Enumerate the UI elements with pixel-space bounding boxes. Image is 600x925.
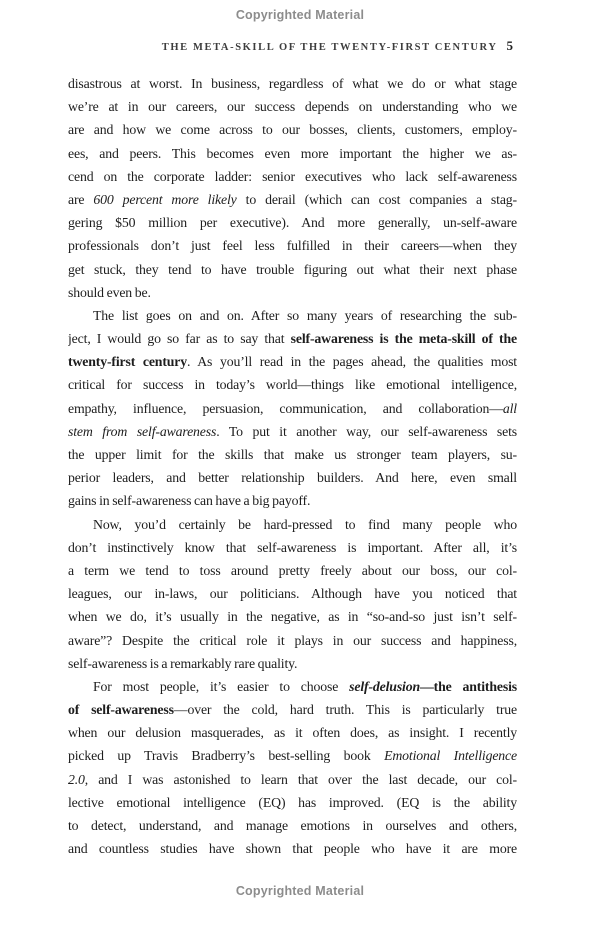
text-line (68, 327, 517, 350)
text-line (68, 350, 517, 373)
text-line (68, 188, 517, 211)
text-line (68, 744, 517, 767)
text-line (68, 513, 517, 536)
text-line (68, 211, 517, 234)
text-line (68, 165, 517, 188)
text-line (68, 420, 517, 443)
body-text: to derail (which can cost companies a stag- (236, 191, 517, 207)
body-text-block (68, 72, 517, 860)
bold-text: twenty-first century (68, 354, 188, 370)
body-text: we’re at in our careers, our success depends on understanding who we (68, 99, 517, 115)
body-text: a term we tend to toss around pretty freely about our boss, our col- (68, 562, 517, 578)
body-text: self-awareness is a remarkably rare quality. (68, 655, 298, 671)
body-text: are (68, 191, 94, 207)
text-line (68, 95, 517, 118)
body-text: The list goes on and on. After so many years of researching the sub- (93, 307, 517, 323)
body-text: ees, and peers. This becomes even more important the higher we as- (68, 145, 517, 161)
copyright-notice-bottom: Copyrighted Material (235, 884, 365, 898)
text-line (68, 118, 517, 141)
text-line (68, 652, 517, 675)
body-text: gering $50 million per executive). And more generally, un-self-aware (68, 215, 517, 231)
text-line (68, 281, 517, 304)
body-text: empathy, influence, persuasion, communication, and collaboration— (68, 400, 503, 416)
body-text: For most people, it’s easier to choose (93, 678, 350, 694)
text-line (68, 258, 517, 281)
body-text: get stuck, they tend to have trouble figuring out what their next phase (68, 261, 517, 277)
body-text: to detect, understand, and manage emotions in ourselves and others, (68, 818, 517, 833)
text-line (68, 142, 517, 165)
body-text: perior leaders, and better relationship builders. And here, even small (68, 470, 517, 486)
text-line (68, 791, 517, 814)
text-line (68, 814, 517, 837)
body-text: —over the cold, hard truth. This is particularly true (173, 702, 517, 718)
bold-text: of self-awareness (68, 702, 174, 718)
text-line (68, 559, 517, 582)
body-text: . As you’ll read in the pages ahead, the qualities most (187, 354, 517, 370)
body-text: when our delusion masquerades, as it often does, as insight. I recently (68, 725, 517, 741)
body-text: , and I was astonished to learn that over the last decade, our col- (84, 771, 517, 787)
text-line (68, 536, 517, 559)
text-line (68, 304, 517, 327)
body-text: aware”? Despite the critical role it plays in our success and happiness, (68, 632, 517, 648)
bold-text: —the antithesis (420, 678, 517, 694)
text-line (68, 605, 517, 628)
body-text: the upper limit for the skills that make us stronger team players, su- (68, 447, 517, 462)
body-text: cend on the corporate ladder: senior executives who lack self-awareness (68, 168, 517, 184)
body-text: leagues, our in-laws, our politicians. Although have you noticed that (68, 586, 517, 602)
bold-text: self-awareness is the meta-skill of the (290, 331, 517, 347)
body-text: . To put it another way, our self-awareness sets (216, 423, 517, 439)
body-text: disastrous at worst. In business, regardless of what we do or what stage (68, 76, 517, 91)
text-line (68, 768, 517, 791)
italic-text: stem from self-awareness (68, 423, 217, 439)
chapter-running-title: THE META-SKILL OF THE TWENTY-FIRST CENTURY (161, 42, 498, 53)
text-line (68, 443, 517, 466)
text-line (68, 837, 517, 860)
bold-italic-text: self-delusion (349, 678, 420, 694)
text-line (68, 489, 517, 512)
body-text: Now, you’d certainly be hard-pressed to find many people who (93, 516, 517, 532)
copyright-notice-top: Copyrighted Material (235, 8, 365, 22)
text-line (68, 721, 517, 744)
body-text: don’t instinctively know that self-awareness is important. After all, it’s (68, 539, 517, 555)
body-text: picked up Travis Bradberry’s best-selling book (68, 748, 385, 764)
text-line (68, 675, 517, 698)
text-line (68, 72, 517, 95)
running-head (0, 37, 513, 55)
body-text: should even be. (68, 284, 151, 300)
text-line (68, 698, 517, 721)
body-text: gains in self-awareness can have a big payoff. (68, 493, 311, 509)
body-text: are and how we come across to our bosses, clients, customers, employ- (68, 122, 517, 138)
text-line (68, 234, 517, 257)
italic-text: all (502, 400, 517, 416)
text-line (68, 466, 517, 489)
body-text: professionals don’t just feel less fulfilled in their careers—when they (68, 238, 517, 254)
body-text: lective emotional intelligence (EQ) has improved. (EQ is the ability (68, 794, 517, 810)
italic-text: 600 percent more likely (93, 191, 237, 207)
italic-text: 2.0 (68, 771, 85, 787)
body-text: when we do, it’s usually in the negative, as in “so-and-so just isn’t self- (68, 609, 517, 625)
page-number: 5 (506, 38, 513, 53)
body-text: critical for success in today’s world—things like emotional intelligence, (68, 377, 517, 393)
body-text: ject, I would go so far as to say that (68, 331, 291, 347)
italic-text: Emotional Intelligence (384, 748, 517, 764)
text-line (68, 582, 517, 605)
text-line (68, 397, 517, 420)
body-text: and countless studies have shown that people who have it are more (68, 841, 517, 857)
text-line (68, 373, 517, 396)
text-line (68, 629, 517, 652)
